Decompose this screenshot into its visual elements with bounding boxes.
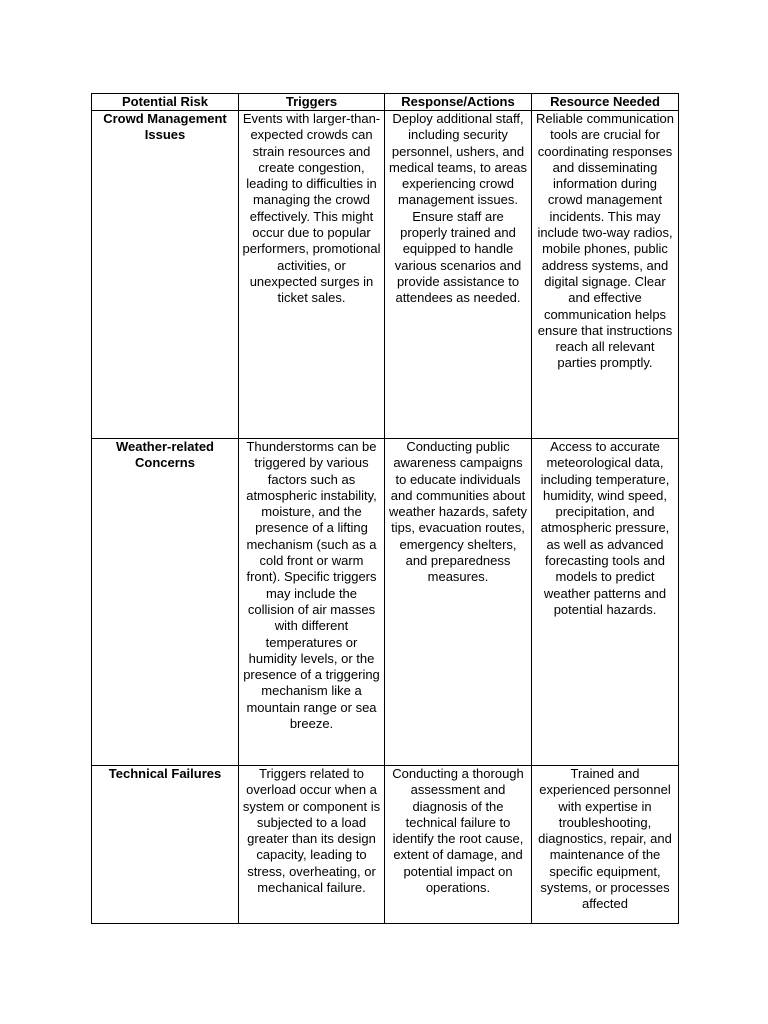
resource-cell: Access to accurate meteorological data, including temperature, humidity, wind speed, precipitation, and atmospheric pressure, as well as advanced forecasting tools and models to predict weather patterns and potential hazards. xyxy=(532,439,679,766)
response-cell: Deploy additional staff, including security personnel, ushers, and medical teams, to areas experiencing crowd management issues. Ensure staff are properly trained and equipped to handle various scenarios and provide assistance to attendees as needed. xyxy=(385,111,532,439)
header-response-actions: Response/Actions xyxy=(385,94,532,111)
table-header-row xyxy=(92,94,679,111)
resource-cell: Trained and experienced personnel with expertise in troubleshooting, diagnostics, repair, and maintenance of the specific equipment, systems, or processes affected xyxy=(532,766,679,924)
table-row xyxy=(92,111,679,439)
risk-cell: Crowd Management Issues xyxy=(92,111,239,439)
resource-cell: Reliable communication tools are crucial for coordinating responses and disseminating information during crowd management incidents. This may include two-way radios, mobile phones, public address systems, and digital signage. Clear and effective communication helps ensure that instructions reach all relevant parties promptly. xyxy=(532,111,679,439)
header-triggers: Triggers xyxy=(239,94,385,111)
table-row xyxy=(92,766,679,924)
table-row xyxy=(92,439,679,766)
header-resource-needed: Resource Needed xyxy=(532,94,679,111)
triggers-cell: Events with larger-than-expected crowds can strain resources and create congestion, leading to difficulties in managing the crowd effectively. This might occur due to popular performers, promotional activities, or unexpected surges in ticket sales. xyxy=(239,111,385,439)
header-potential-risk: Potential Risk xyxy=(92,94,239,111)
risk-cell: Technical Failures xyxy=(92,766,239,924)
triggers-cell: Thunderstorms can be triggered by various factors such as atmospheric instability, moisture, and the presence of a lifting mechanism (such as a cold front or warm front). Specific triggers may include the collision of air masses with different temperatures or humidity levels, or the presence of a triggering mechanism like a mountain range or sea breeze. xyxy=(239,439,385,766)
triggers-cell: Triggers related to overload occur when a system or component is subjected to a load greater than its design capacity, leading to stress, overheating, or mechanical failure. xyxy=(239,766,385,924)
response-cell: Conducting public awareness campaigns to educate individuals and communities about weather hazards, safety tips, evacuation routes, emergency shelters, and preparedness measures. xyxy=(385,439,532,766)
risk-table xyxy=(91,93,679,924)
risk-cell: Weather-related Concerns xyxy=(92,439,239,766)
response-cell: Conducting a thorough assessment and diagnosis of the technical failure to identify the root cause, extent of damage, and potential impact on operations. xyxy=(385,766,532,924)
